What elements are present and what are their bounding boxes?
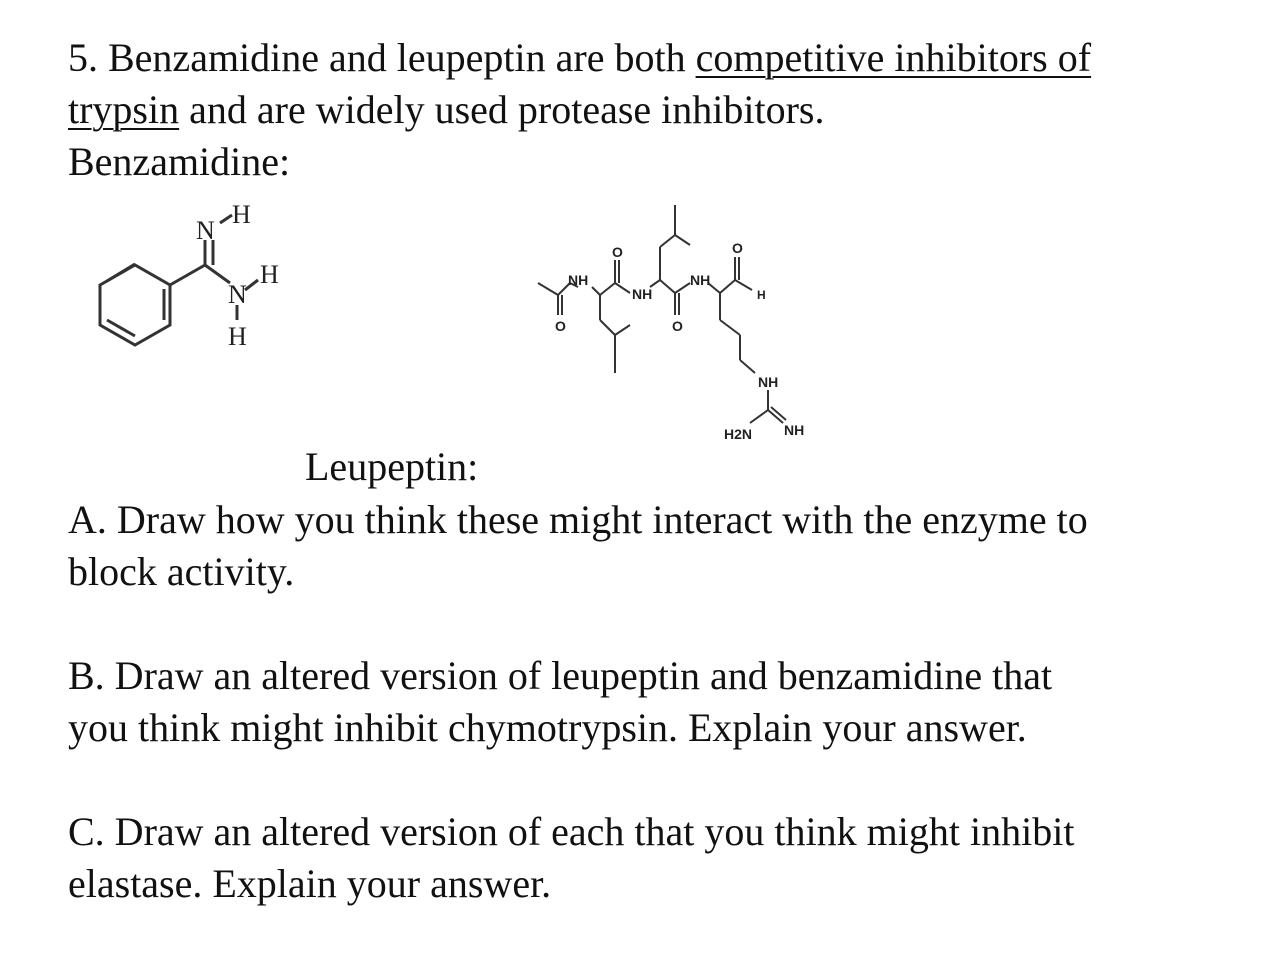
benz-atom-h1: H xyxy=(232,200,251,229)
leu-atom-nh5: NH xyxy=(784,422,805,438)
question-intro-line-2 xyxy=(68,84,1091,136)
leu-atom-o1: O xyxy=(612,244,623,260)
intro-text: Benzamidine and leupeptin are both xyxy=(108,35,696,80)
question-intro xyxy=(68,32,1091,136)
leu-atom-nh2: NH xyxy=(632,286,653,302)
leu-atom-o3: O xyxy=(672,318,683,334)
leupeptin-bonds xyxy=(538,205,786,423)
leu-atom-h: H xyxy=(757,288,766,302)
part-a xyxy=(68,494,1088,598)
leu-atom-h2n: H2N xyxy=(724,426,753,442)
part-a-line-2: block activity. xyxy=(68,549,295,594)
benz-atom-h2: H xyxy=(260,260,279,289)
part-b xyxy=(68,650,1052,754)
question-number: 5. xyxy=(68,35,98,80)
benz-atom-n1: N xyxy=(196,216,215,245)
leu-atom-nh3: NH xyxy=(690,272,711,288)
leupeptin-structure xyxy=(530,195,850,445)
part-c xyxy=(68,806,1074,910)
intro-rest: and are widely used protease inhibitors. xyxy=(179,87,825,132)
benz-atom-n2: N xyxy=(228,280,247,309)
leu-atom-o2: O xyxy=(555,318,566,334)
part-a-line-1: A. Draw how you think these might interact with the enzyme to xyxy=(68,497,1088,542)
leu-atom-nh1: NH xyxy=(568,272,589,288)
leupeptin-heading: Leupeptin: xyxy=(305,444,479,489)
leu-atom-nh4: NH xyxy=(758,374,779,390)
part-c-line-1: C. Draw an altered version of each that you think might inhibit xyxy=(68,809,1075,854)
benzamidine-heading: Benzamidine: xyxy=(68,139,291,184)
part-b-line-2: you think might inhibit chymotrypsin. Explain your answer. xyxy=(68,705,1027,750)
part-c-line-2: elastase. Explain your answer. xyxy=(68,861,552,906)
benzene-ring xyxy=(100,264,170,345)
intro-underlined-text: competitive inhibitors of xyxy=(695,35,1092,80)
leu-atom-o4: O xyxy=(732,240,743,256)
question-intro-line-1 xyxy=(68,32,1091,84)
part-b-line-1: B. Draw an altered version of leupeptin and benzamidine that xyxy=(68,653,1053,698)
benzamidine-structure xyxy=(80,195,410,355)
benz-atom-h3: H xyxy=(228,322,247,351)
intro-underlined-trypsin: trypsin xyxy=(68,87,180,132)
